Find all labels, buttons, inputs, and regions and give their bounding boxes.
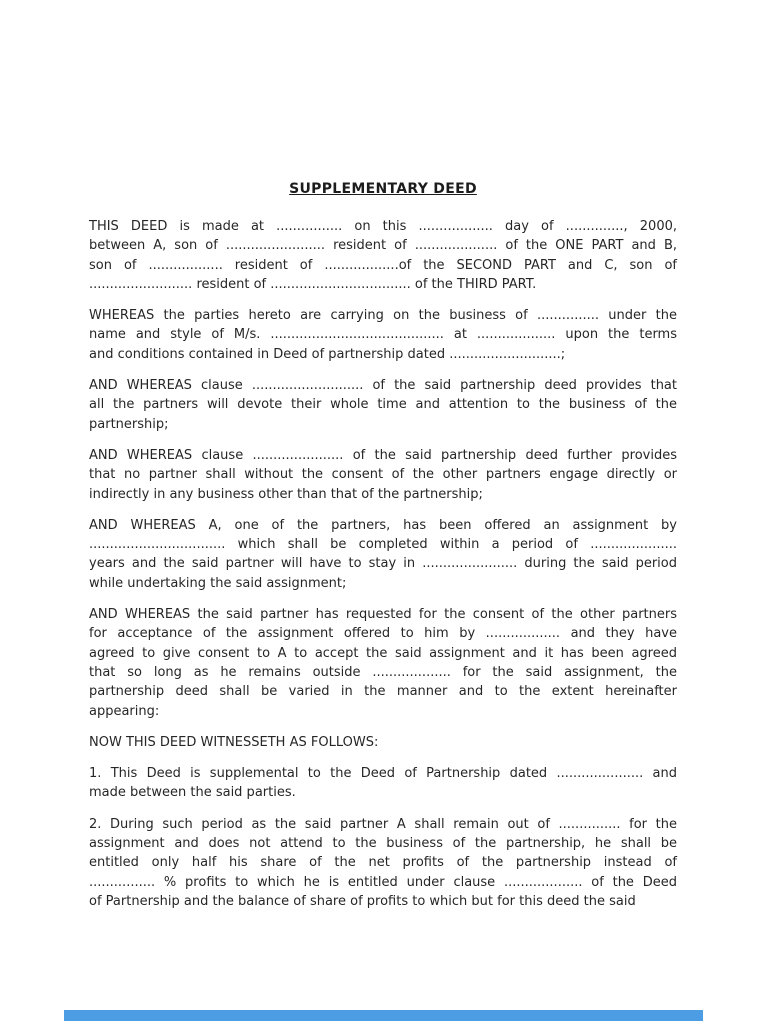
document-title: SUPPLEMENTARY DEED [289, 181, 477, 197]
paragraph-line: NOW THIS DEED WITNESSETH AS FOLLOWS: [89, 734, 379, 750]
paragraph-line: made between the said parties. [89, 785, 296, 801]
paragraph-line: that no partner shall without the consent of the other partners engage directly or [89, 467, 677, 483]
paragraph-line: while undertaking the said assignment; [89, 575, 347, 591]
footer-bar [64, 1010, 703, 1021]
paragraph-line: partnership; [89, 416, 169, 432]
paragraph-line: between A, son of ........................ resident of .................... of the ONE PART and B, [89, 238, 677, 254]
paragraph-line: ................................. which shall be completed within a period of ..................... [89, 537, 677, 553]
paragraph-line: partnership deed shall be varied in the manner and to the extent hereinafter [89, 684, 677, 700]
paragraph-line: appearing: [89, 703, 160, 719]
paragraph-line: THIS DEED is made at ................ on this .................. day of .............., 2000, [89, 219, 677, 234]
paragraph-line: assignment and does not attend to the business of the partnership, he shall be [89, 836, 677, 852]
paragraph-line: 1. This Deed is supplemental to the Deed of Partnership dated ..................... and [89, 766, 677, 782]
paragraph-line: WHEREAS the parties hereto are carrying on the business of ............... under the [89, 308, 677, 324]
paragraph-line: son of .................. resident of ..................of the SECOND PART and C, son of [89, 257, 677, 273]
paragraph-line: 2. During such period as the said partner A shall remain out of ............... for the [89, 816, 677, 832]
paragraph-line: and conditions contained in Deed of partnership dated ...........................; [89, 346, 566, 362]
paragraph-line: of Partnership and the balance of share of profits to which but for this deed the said [89, 893, 636, 909]
paragraph-line: years and the said partner will have to stay in ....................... during the said period [89, 556, 677, 572]
paragraph-line: all the partners will devote their whole time and attention to the business of the [89, 397, 677, 413]
paragraph-line: AND WHEREAS the said partner has requested for the consent of the other partners [89, 607, 677, 623]
paragraph-line: AND WHEREAS A, one of the partners, has been offered an assignment by [89, 517, 677, 533]
paragraph-line: indirectly in any business other than that of the partnership; [89, 486, 483, 502]
paragraph [89, 376, 677, 434]
paragraph [89, 306, 677, 364]
paragraph [89, 733, 677, 752]
paragraph-line: AND WHEREAS clause ........................... of the said partnership deed provides that [89, 378, 677, 394]
paragraph-line: ................ % profits to which he is entitled under clause ................... of the Deed [89, 874, 677, 890]
paragraph [89, 217, 677, 294]
paragraph-line: name and style of M/s. .......................................... at ................... upon the terms [89, 327, 677, 343]
paragraph [89, 516, 677, 593]
paragraph-line: AND WHEREAS clause ...................... of the said partnership deed further provides [89, 447, 677, 463]
paragraph-line: agreed to give consent to A to accept the said assignment and it has been agreed [89, 645, 677, 661]
paragraph [89, 446, 677, 504]
paragraph-line: that so long as he remains outside ................... for the said assignment, the [89, 664, 677, 680]
paragraph [89, 764, 677, 803]
paragraph [89, 815, 677, 911]
paragraph-line: for acceptance of the assignment offered to him by .................. and they have [89, 626, 677, 642]
paragraph-line: entitled only half his share of the net profits of the partnership instead of [89, 855, 677, 871]
paragraph [89, 605, 677, 721]
document-body [89, 217, 677, 911]
paragraph-line: ......................... resident of .................................. of the THIRD PART. [89, 276, 537, 292]
document-content [89, 181, 677, 923]
